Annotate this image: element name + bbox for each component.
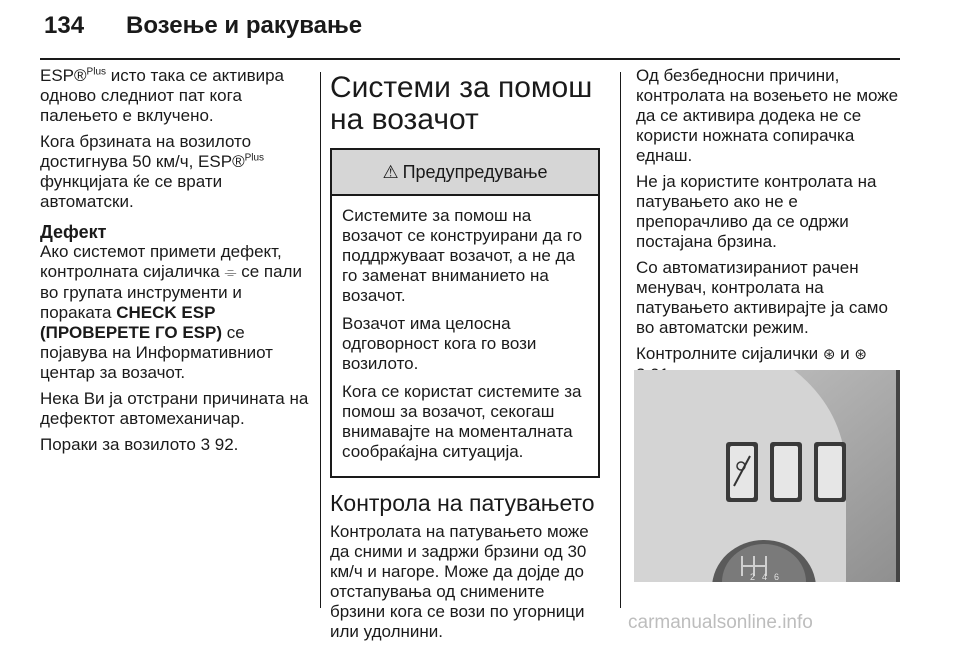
- workshop-text: Нека Ви ја отстрани причината на дефектот автомеханичар.: [40, 389, 309, 428]
- watermark: carmanualsonline.info: [628, 612, 813, 633]
- warning-title: Предупредување: [402, 162, 548, 182]
- page-ref-arrow-icon: 3: [200, 435, 211, 454]
- esp-reactivation-text: ESP®$^{Plus}$ исто така се активира одново следниот пат кога палењето е вклучено.: [40, 66, 285, 125]
- automated-gearbox-text: Со автоматизираниот рачен менувач, контролата на патувањето активирајте ја само во автоматски режим.: [636, 258, 888, 337]
- column-2: [330, 66, 600, 648]
- driver-assistance-heading: Системи за помош на возачот: [330, 71, 593, 136]
- page-header: [0, 0, 960, 58]
- esp-speed-text: Кога брзината на возилото достигнува 50 км/ч, ESP®$^{Plus}$ функцијата ќе се врати автоматски.: [40, 132, 265, 211]
- gear-label: 4: [762, 572, 768, 582]
- vehicle-messages-ref: Пораки за возилото 3 92.: [40, 435, 239, 454]
- cruise-control-active-light-icon: ⊛: [854, 346, 867, 363]
- column-3: [636, 66, 902, 421]
- warning-paragraph-1: Системите за помош на возачот се конструирани да го поддржуваат возачот, а не да го заменат вниманието на возачот.: [342, 206, 583, 305]
- warning-body: [332, 196, 598, 476]
- warning-triangle-icon: ⚠: [382, 162, 399, 182]
- header-rule: [40, 58, 900, 60]
- warning-box: [330, 148, 600, 478]
- column-divider-1: [320, 72, 321, 608]
- fault-text: Ако системот примети дефект, контролната сијаличка ⌯ се пали во групата инструменти и пораката CHECK ESP (ПРОВЕРЕТЕ ГО ESP) се појавува на Информативниот центар за возачот.: [40, 242, 302, 382]
- gear-label: 2: [750, 572, 756, 582]
- warning-header: [332, 150, 598, 196]
- cruise-control-text: Контролата на патувањето може да сними и задржи брзини од 30 км/ч и нагоре. Може да дојде до отстапувања од снимените брзини кога се вози по угорници или удолнини.: [330, 522, 589, 641]
- cruise-control-heading: Контрола на патувањето: [330, 490, 595, 516]
- column-divider-2: [620, 72, 621, 608]
- column-1: [40, 66, 312, 461]
- usage-advice-text: Не ја користите контролата на патувањето ако не е препорачливо да се одржи постајана брзина.: [636, 172, 877, 251]
- page-number: 134: [44, 12, 85, 39]
- cruise-control-light-icon: ⊛: [822, 346, 836, 363]
- gear-label: 6: [774, 572, 780, 582]
- safety-text: Од безбедносни причини, контролата на возењето не може да се активира додека не се користи ножната сопирачка еднаш.: [636, 66, 899, 165]
- warning-paragraph-2: Возачот има целосна одговорност кога го вози возилото.: [342, 314, 537, 373]
- chapter-title: Возење и ракување: [126, 12, 363, 39]
- esp-warning-light-icon: ⌯: [224, 264, 237, 281]
- fault-heading: Дефект: [40, 222, 107, 242]
- switch-panel-illustration: [634, 370, 900, 582]
- switch-panel-photo: [634, 370, 900, 582]
- control-lights-ref: Контролните сијалички ⊛ и ⊛: [636, 344, 902, 385]
- warning-paragraph-3: Кога се користат системите за помош за возачот, секогаш внимавајте на моменталната сообраќајна ситуација.: [342, 382, 582, 461]
